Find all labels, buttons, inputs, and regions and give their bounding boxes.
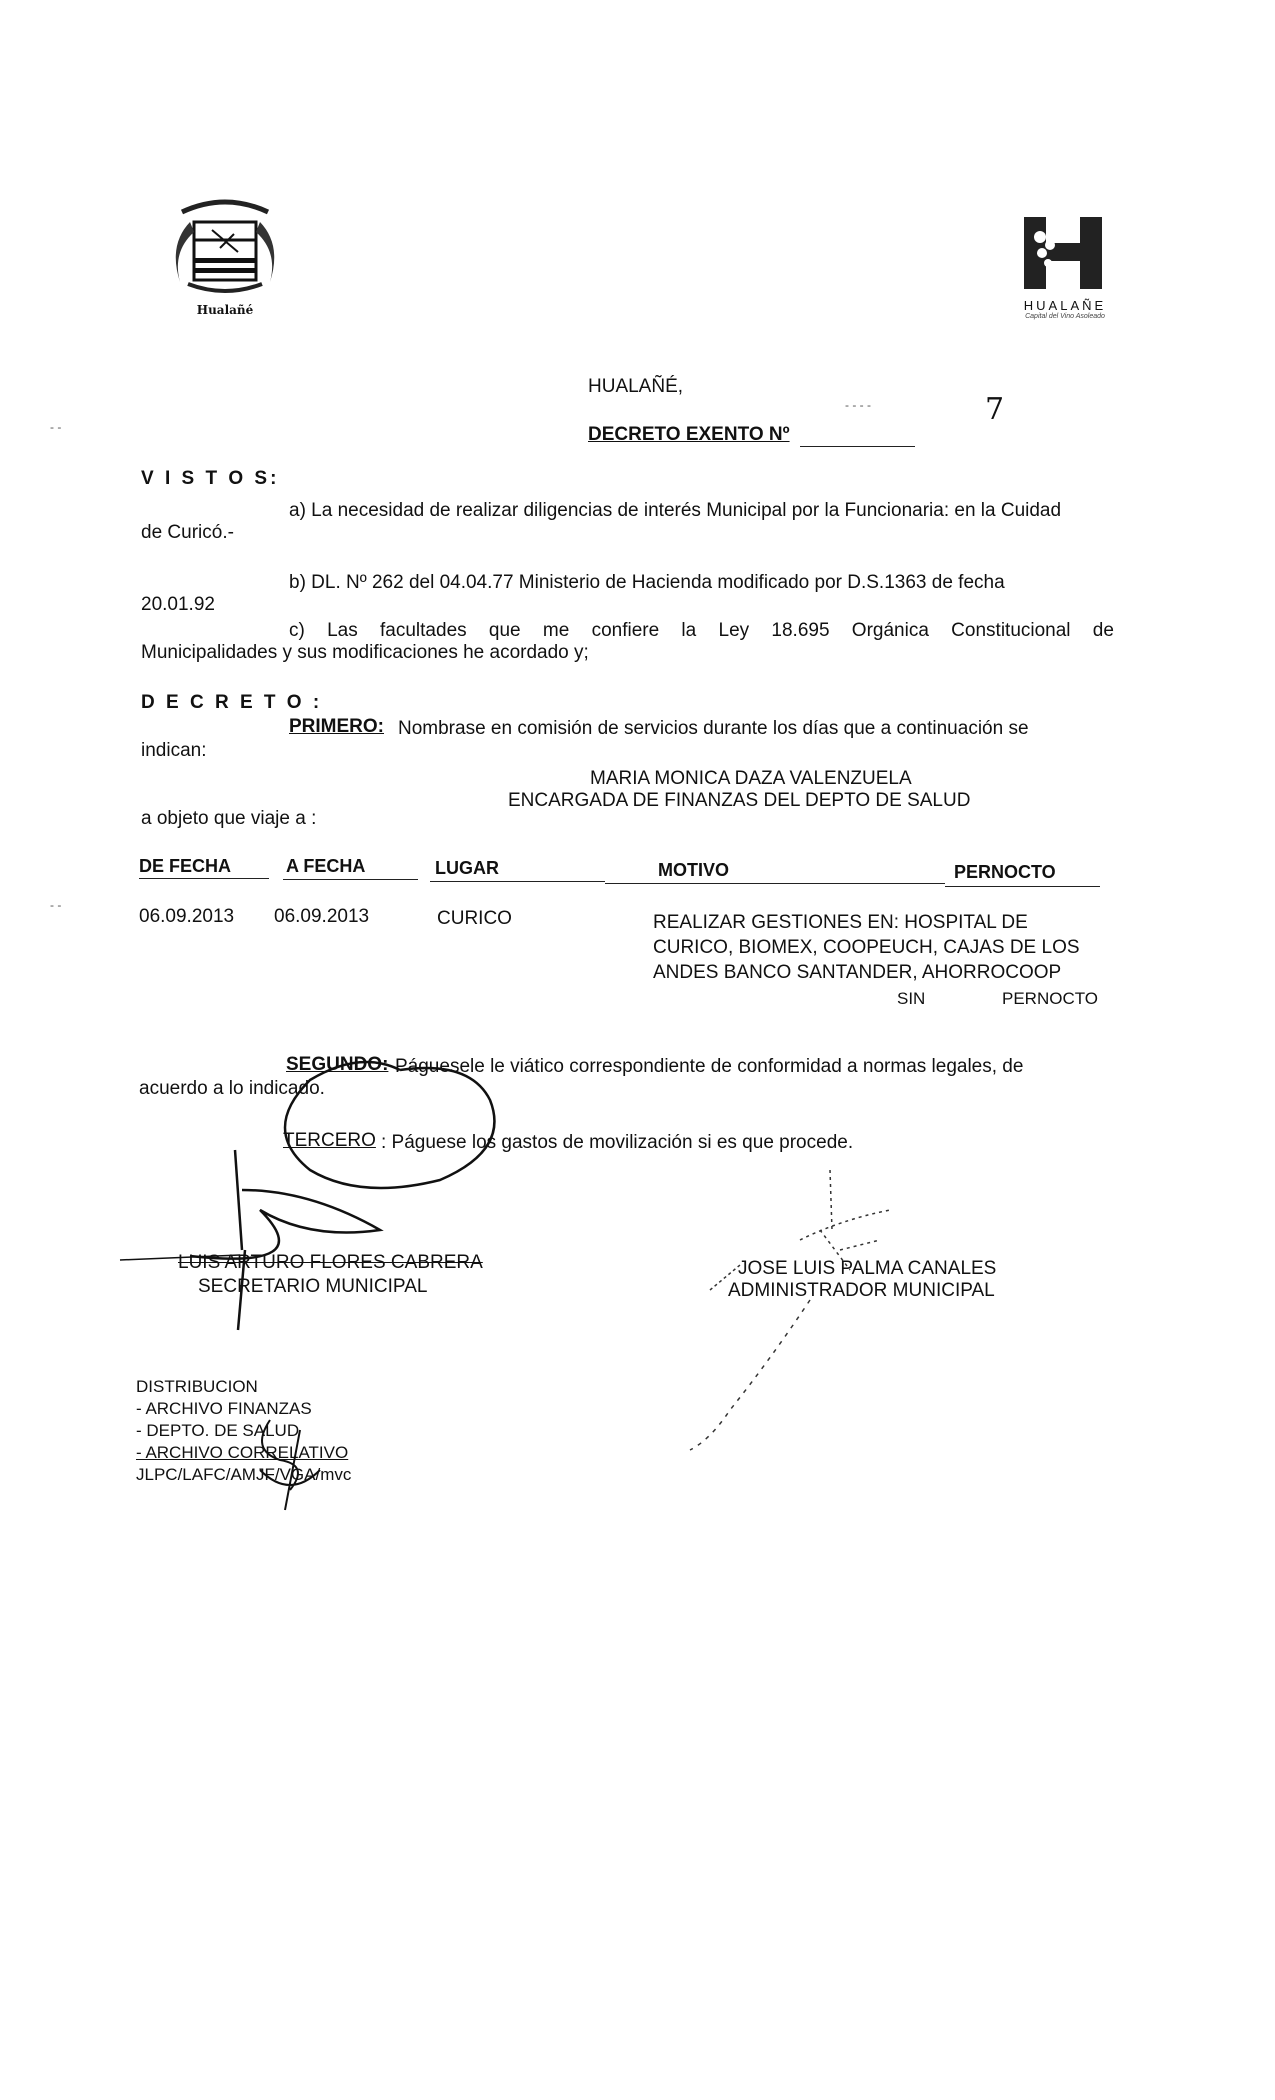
- vistos-heading: V I S T O S:: [141, 468, 280, 489]
- primero-label: PRIMERO:: [289, 716, 384, 737]
- table-header-rule-5: [945, 886, 1100, 887]
- table-header-rule-2: [283, 879, 418, 880]
- cell-pernocto-sin: SIN: [897, 989, 926, 1008]
- table-header-rule-4: [605, 883, 945, 884]
- scan-margin-mark-2: - -: [50, 898, 62, 912]
- scan-smudge: - - - -: [845, 398, 871, 412]
- municipal-seal-logo: [160, 190, 290, 320]
- commissioned-person-role: ENCARGADA DE FINANZAS DEL DEPTO DE SALUD: [508, 790, 971, 811]
- distribution-item-correlativo: - ARCHIVO CORRELATIVO: [136, 1443, 349, 1462]
- decree-number-underline: [800, 446, 915, 447]
- cell-pernocto-value: PERNOCTO: [1002, 989, 1099, 1008]
- col-header-de-fecha: DE FECHA: [139, 856, 232, 876]
- distribution-initials: JLPC/LAFC/AMJF/VGA/mvc: [136, 1465, 352, 1484]
- cell-motivo-line1: REALIZAR GESTIONES EN: HOSPITAL DE: [653, 912, 1028, 933]
- vistos-a-line2: de Curicó.-: [141, 522, 234, 543]
- decree-number: 7: [985, 392, 1005, 427]
- vistos-c-line1: c) Las facultades que me confiere la Ley 18.695 Orgánica Constitucional de: [289, 620, 1114, 641]
- decree-label: DECRETO EXENTO Nº: [588, 424, 790, 445]
- left-signatory-name: LUIS ARTURO FLORES CABRERA: [178, 1252, 483, 1273]
- cell-a-fecha: 06.09.2013: [274, 906, 370, 927]
- vistos-c-line2: Municipalidades y sus modificaciones he acordado y;: [141, 642, 589, 663]
- right-signatory-title: ADMINISTRADOR MUNICIPAL: [728, 1280, 995, 1301]
- distribution-heading: DISTRIBUCION: [136, 1377, 258, 1396]
- left-signatory-title: SECRETARIO MUNICIPAL: [198, 1276, 428, 1297]
- distribution-item-finanzas: - ARCHIVO FINANZAS: [136, 1399, 312, 1418]
- city-heading: HUALAÑÉ,: [588, 376, 684, 397]
- col-header-motivo: MOTIVO: [658, 860, 729, 880]
- col-header-pernocto: PERNOCTO: [954, 862, 1056, 882]
- handwritten-initials: [230, 1410, 340, 1520]
- col-header-lugar: LUGAR: [435, 858, 499, 878]
- handwritten-signature-left: [110, 1040, 510, 1340]
- cell-motivo-line2: CURICO, BIOMEX, COOPEUCH, CAJAS DE LOS: [653, 937, 1080, 958]
- distribution-item-salud: - DEPTO. DE SALUD: [136, 1421, 300, 1440]
- decreto-heading: D E C R E T O :: [141, 692, 323, 713]
- brand-name: HUALAÑE: [1023, 298, 1107, 313]
- primero-text: Nombrase en comisión de servicios durante los días que a continuación se: [398, 718, 1029, 739]
- vistos-a-line1: a) La necesidad de realizar diligencias de interés Municipal por la Funcionaria: en la Cuidad: [289, 500, 1062, 521]
- tercero-text: : Páguese los gastos de movilización si es que procede.: [381, 1132, 854, 1153]
- segundo-line2: acuerdo a lo indicado.: [139, 1078, 325, 1099]
- tercero-label: TERCERO: [283, 1130, 376, 1151]
- svg-text:Hualañé: Hualañé: [196, 303, 254, 317]
- commissioned-person-name: MARIA MONICA DAZA VALENZUELA: [590, 768, 912, 789]
- col-header-a-fecha: A FECHA: [286, 856, 366, 876]
- cell-motivo-line3: ANDES BANCO SANTANDER, AHORROCOOP: [653, 962, 1062, 983]
- table-header-rule-1: [139, 878, 269, 879]
- scan-margin-mark-1: - -: [50, 420, 62, 434]
- segundo-label: SEGUNDO:: [286, 1054, 389, 1075]
- vistos-b-line2: 20.01.92: [141, 594, 215, 615]
- segundo-text: Páguesele le viático correspondiente de conformidad a normas legales, de: [395, 1056, 1024, 1077]
- hualane-brand-logo: [1010, 215, 1120, 325]
- cell-lugar: CURICO: [437, 908, 512, 929]
- travel-purpose-intro: a objeto que viaje a :: [141, 808, 317, 829]
- cell-de-fecha: 06.09.2013: [139, 906, 235, 927]
- vistos-b-line1: b) DL. Nº 262 del 04.04.77 Ministerio de Hacienda modificado por D.S.1363 de fecha: [289, 572, 1005, 593]
- right-signatory-name: JOSE LUIS PALMA CANALES: [738, 1258, 997, 1279]
- table-header-rule-3: [430, 881, 605, 882]
- brand-tagline: Capital del Vino Asoleado: [1025, 313, 1105, 320]
- primero-line2: indican:: [141, 740, 207, 761]
- handwritten-signature-right: [650, 1160, 950, 1460]
